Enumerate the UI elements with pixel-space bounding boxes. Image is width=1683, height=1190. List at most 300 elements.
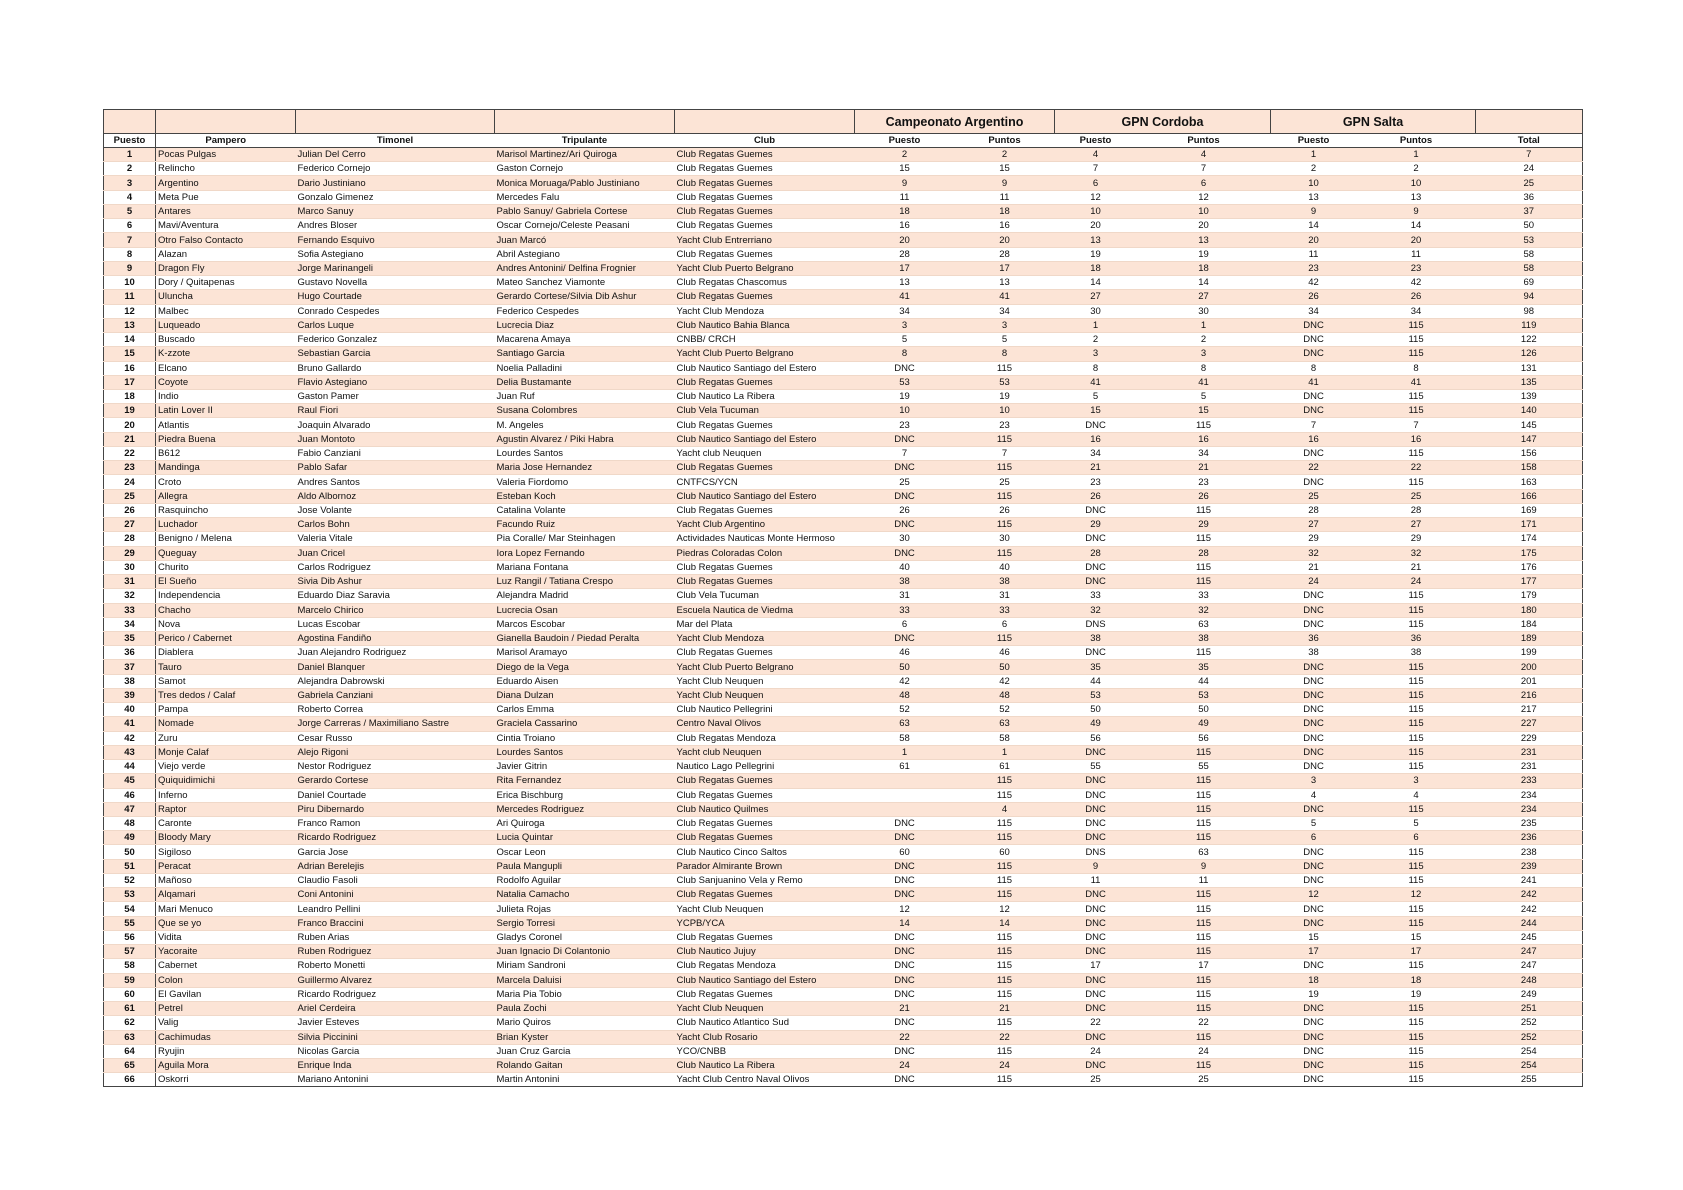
timonel-cell: Aldo Albornoz	[296, 489, 495, 503]
ca-puesto-cell: 6	[855, 617, 955, 631]
timonel-cell: Eduardo Diaz Saravia	[296, 589, 495, 603]
salta-puntos-cell: 5	[1357, 817, 1476, 831]
table-row	[104, 1059, 1583, 1073]
table-row	[104, 888, 1583, 902]
salta-puntos-cell: 16	[1357, 432, 1476, 446]
total-cell: 171	[1476, 518, 1583, 532]
total-cell: 241	[1476, 873, 1583, 887]
salta-puesto-cell: DNC	[1271, 1044, 1357, 1058]
cordoba-puesto-cell: 29	[1055, 518, 1137, 532]
tripulante-cell: Lourdes Santos	[495, 446, 675, 460]
club-cell: YCO/CNBB	[675, 1044, 855, 1058]
ca-puntos-cell: 6	[955, 617, 1055, 631]
salta-puesto-cell: DNC	[1271, 688, 1357, 702]
tripulante-cell: Mercedes Falu	[495, 190, 675, 204]
pampero-cell: Bloody Mary	[156, 831, 296, 845]
rank-cell: 59	[104, 973, 156, 987]
table-row	[104, 945, 1583, 959]
pampero-cell: Samot	[156, 674, 296, 688]
ca-puesto-cell: 5	[855, 333, 955, 347]
cordoba-puesto-cell: 35	[1055, 660, 1137, 674]
ca-puesto-cell: 13	[855, 276, 955, 290]
total-cell: 158	[1476, 461, 1583, 475]
total-cell: 147	[1476, 432, 1583, 446]
table-row	[104, 532, 1583, 546]
rank-cell: 19	[104, 404, 156, 418]
tripulante-cell: Agustin Alvarez / Piki Habra	[495, 432, 675, 446]
rank-cell: 52	[104, 873, 156, 887]
salta-puntos-cell: 115	[1357, 475, 1476, 489]
timonel-cell: Flavio Astegiano	[296, 375, 495, 389]
rank-cell: 49	[104, 831, 156, 845]
timonel-cell: Gaston Pamer	[296, 389, 495, 403]
rank-cell: 23	[104, 461, 156, 475]
pampero-cell: Cabernet	[156, 959, 296, 973]
salta-puntos-cell: 41	[1357, 375, 1476, 389]
ca-puntos-cell: 3	[955, 318, 1055, 332]
rank-cell: 12	[104, 304, 156, 318]
timonel-cell: Ruben Rodriguez	[296, 945, 495, 959]
tripulante-cell: Gianella Baudoin / Piedad Peralta	[495, 631, 675, 645]
pampero-cell: Latin Lover II	[156, 404, 296, 418]
salta-puntos-cell: 26	[1357, 290, 1476, 304]
table-row	[104, 703, 1583, 717]
ca-puesto-cell: DNC	[855, 873, 955, 887]
cordoba-puntos-cell: 22	[1137, 1016, 1271, 1030]
ca-puesto-cell	[855, 774, 955, 788]
ca-puesto-cell: DNC	[855, 461, 955, 475]
club-cell: Club Nautico Quilmes	[675, 802, 855, 816]
total-cell: 179	[1476, 589, 1583, 603]
timonel-cell: Sofia Astegiano	[296, 247, 495, 261]
timonel-cell: Guillermo Alvarez	[296, 973, 495, 987]
cordoba-puntos-cell: 115	[1137, 888, 1271, 902]
timonel-cell: Lucas Escobar	[296, 617, 495, 631]
timonel-cell: Silvia Piccinini	[296, 1030, 495, 1044]
table-row	[104, 902, 1583, 916]
pampero-cell: B612	[156, 446, 296, 460]
table-row	[104, 973, 1583, 987]
timonel-cell: Federico Gonzalez	[296, 333, 495, 347]
club-cell: Yacht Club Puerto Belgrano	[675, 660, 855, 674]
salta-puntos-cell: 115	[1357, 1030, 1476, 1044]
ca-puesto-cell: 42	[855, 674, 955, 688]
col-header-cordoba-puesto: Puesto	[1055, 134, 1137, 148]
cordoba-puntos-cell: 115	[1137, 418, 1271, 432]
rank-cell: 24	[104, 475, 156, 489]
salta-puesto-cell: DNC	[1271, 475, 1357, 489]
club-cell: Club Nautico Cinco Saltos	[675, 845, 855, 859]
salta-puesto-cell: 22	[1271, 461, 1357, 475]
salta-puntos-cell: 115	[1357, 1059, 1476, 1073]
salta-puntos-cell: 6	[1357, 831, 1476, 845]
tripulante-cell: Javier Gitrin	[495, 760, 675, 774]
pampero-cell: El Sueño	[156, 575, 296, 589]
rank-cell: 53	[104, 888, 156, 902]
tripulante-cell: Delia Bustamante	[495, 375, 675, 389]
pampero-cell: Allegra	[156, 489, 296, 503]
total-cell: 201	[1476, 674, 1583, 688]
salta-puesto-cell: 19	[1271, 987, 1357, 1001]
ca-puntos-cell: 115	[955, 959, 1055, 973]
tripulante-cell: Juan Ruf	[495, 389, 675, 403]
pampero-cell: Mari Menuco	[156, 902, 296, 916]
tripulante-cell: Gerardo Cortese/Silvia Dib Ashur	[495, 290, 675, 304]
ca-puntos-cell: 63	[955, 717, 1055, 731]
timonel-cell: Marcelo Chirico	[296, 603, 495, 617]
club-cell: CNTFCS/YCN	[675, 475, 855, 489]
cordoba-puntos-cell: 21	[1137, 461, 1271, 475]
ca-puesto-cell: 12	[855, 902, 955, 916]
salta-puntos-cell: 9	[1357, 204, 1476, 218]
salta-puesto-cell: 27	[1271, 518, 1357, 532]
ca-puntos-cell: 5	[955, 333, 1055, 347]
ca-puesto-cell: 15	[855, 162, 955, 176]
ca-puesto-cell: 40	[855, 560, 955, 574]
ca-puntos-cell: 115	[955, 973, 1055, 987]
table-row	[104, 916, 1583, 930]
salta-puesto-cell: 12	[1271, 888, 1357, 902]
rank-cell: 22	[104, 446, 156, 460]
tripulante-cell: Marcos Escobar	[495, 617, 675, 631]
ca-puesto-cell: 22	[855, 1030, 955, 1044]
table-row	[104, 575, 1583, 589]
pampero-cell: Tres dedos / Calaf	[156, 688, 296, 702]
club-cell: Club Nautico Atlantico Sud	[675, 1016, 855, 1030]
ca-puntos-cell: 26	[955, 503, 1055, 517]
cordoba-puntos-cell: 3	[1137, 347, 1271, 361]
salta-puesto-cell: 8	[1271, 361, 1357, 375]
ca-puesto-cell: 28	[855, 247, 955, 261]
ca-puntos-cell: 60	[955, 845, 1055, 859]
tripulante-cell: Pablo Sanuy/ Gabriela Cortese	[495, 204, 675, 218]
tripulante-cell: Mariana Fontana	[495, 560, 675, 574]
pampero-cell: Yacoraite	[156, 945, 296, 959]
cordoba-puntos-cell: 49	[1137, 717, 1271, 731]
cordoba-puesto-cell: 21	[1055, 461, 1137, 475]
timonel-cell: Piru Dibernardo	[296, 802, 495, 816]
cordoba-puesto-cell: DNC	[1055, 973, 1137, 987]
timonel-cell: Franco Braccini	[296, 916, 495, 930]
salta-puntos-cell: 115	[1357, 1016, 1476, 1030]
rank-cell: 54	[104, 902, 156, 916]
cordoba-puesto-cell: 23	[1055, 475, 1137, 489]
rank-cell: 55	[104, 916, 156, 930]
cordoba-puesto-cell: 6	[1055, 176, 1137, 190]
cordoba-puntos-cell: 20	[1137, 219, 1271, 233]
ca-puntos-cell: 11	[955, 190, 1055, 204]
cordoba-puntos-cell: 115	[1137, 503, 1271, 517]
timonel-cell: Juan Montoto	[296, 432, 495, 446]
pampero-cell: Uluncha	[156, 290, 296, 304]
ca-puesto-cell: DNC	[855, 817, 955, 831]
salta-puntos-cell: 1	[1357, 148, 1476, 162]
cordoba-puesto-cell: 27	[1055, 290, 1137, 304]
cordoba-puntos-cell: 115	[1137, 1002, 1271, 1016]
cordoba-puesto-cell: DNC	[1055, 503, 1137, 517]
club-cell: Club Regatas Guemes	[675, 888, 855, 902]
rank-cell: 48	[104, 817, 156, 831]
timonel-cell: Marco Sanuy	[296, 204, 495, 218]
cordoba-puntos-cell: 33	[1137, 589, 1271, 603]
club-cell: Club Regatas Guemes	[675, 375, 855, 389]
total-cell: 37	[1476, 204, 1583, 218]
rank-cell: 11	[104, 290, 156, 304]
pampero-cell: Alqamari	[156, 888, 296, 902]
ca-puesto-cell: DNC	[855, 546, 955, 560]
club-cell: Club Regatas Guemes	[675, 290, 855, 304]
ca-puesto-cell: 48	[855, 688, 955, 702]
tripulante-cell: Luz Rangil / Tatiana Crespo	[495, 575, 675, 589]
rank-cell: 41	[104, 717, 156, 731]
cordoba-puesto-cell: 19	[1055, 247, 1137, 261]
salta-puntos-cell: 115	[1357, 1073, 1476, 1087]
salta-puesto-cell: DNC	[1271, 1073, 1357, 1087]
pampero-cell: Caronte	[156, 817, 296, 831]
pampero-cell: Inferno	[156, 788, 296, 802]
salta-puntos-cell: 17	[1357, 945, 1476, 959]
cordoba-puesto-cell: 24	[1055, 1044, 1137, 1058]
tripulante-cell: Mario Quiros	[495, 1016, 675, 1030]
table-row	[104, 646, 1583, 660]
salta-puntos-cell: 22	[1357, 461, 1476, 475]
results-body	[104, 148, 1583, 1087]
ca-puntos-cell: 42	[955, 674, 1055, 688]
cordoba-puesto-cell: 28	[1055, 546, 1137, 560]
salta-puntos-cell: 115	[1357, 1002, 1476, 1016]
club-cell: Parador Almirante Brown	[675, 859, 855, 873]
ca-puesto-cell	[855, 788, 955, 802]
ca-puntos-cell: 115	[955, 873, 1055, 887]
tripulante-cell: Santiago Garcia	[495, 347, 675, 361]
ca-puesto-cell: DNC	[855, 945, 955, 959]
salta-puntos-cell: 21	[1357, 560, 1476, 574]
cordoba-puesto-cell: 4	[1055, 148, 1137, 162]
club-cell: Club Regatas Guemes	[675, 831, 855, 845]
rank-cell: 46	[104, 788, 156, 802]
rank-cell: 34	[104, 617, 156, 631]
ca-puesto-cell: DNC	[855, 973, 955, 987]
cordoba-puntos-cell: 115	[1137, 916, 1271, 930]
table-row	[104, 290, 1583, 304]
cordoba-puesto-cell: DNC	[1055, 1002, 1137, 1016]
timonel-cell: Roberto Monetti	[296, 959, 495, 973]
tripulante-cell: Macarena Amaya	[495, 333, 675, 347]
club-cell: Club Regatas Guemes	[675, 247, 855, 261]
table-row	[104, 261, 1583, 275]
timonel-cell: Valeria Vitale	[296, 532, 495, 546]
tripulante-cell: Lucrecia Diaz	[495, 318, 675, 332]
timonel-cell: Gustavo Novella	[296, 276, 495, 290]
timonel-cell: Nestor Rodriguez	[296, 760, 495, 774]
rank-cell: 40	[104, 703, 156, 717]
tripulante-cell: Juan Marcó	[495, 233, 675, 247]
ca-puesto-cell: 19	[855, 389, 955, 403]
rank-cell: 17	[104, 375, 156, 389]
cordoba-puesto-cell: DNC	[1055, 930, 1137, 944]
pampero-cell: Dory / Quitapenas	[156, 276, 296, 290]
tripulante-cell: Federico Cespedes	[495, 304, 675, 318]
pampero-cell: Monje Calaf	[156, 745, 296, 759]
club-cell: Club Nautico La Ribera	[675, 389, 855, 403]
salta-puesto-cell: DNC	[1271, 674, 1357, 688]
ca-puntos-cell: 115	[955, 546, 1055, 560]
total-cell: 234	[1476, 802, 1583, 816]
rank-cell: 66	[104, 1073, 156, 1087]
ca-puntos-cell: 31	[955, 589, 1055, 603]
total-cell: 238	[1476, 845, 1583, 859]
ca-puesto-cell: 26	[855, 503, 955, 517]
salta-puesto-cell: DNC	[1271, 902, 1357, 916]
rank-cell: 35	[104, 631, 156, 645]
ca-puntos-cell: 115	[955, 930, 1055, 944]
salta-puesto-cell: 26	[1271, 290, 1357, 304]
total-cell: 200	[1476, 660, 1583, 674]
total-cell: 98	[1476, 304, 1583, 318]
ca-puntos-cell: 7	[955, 446, 1055, 460]
salta-puesto-cell: DNC	[1271, 845, 1357, 859]
total-cell: 174	[1476, 532, 1583, 546]
total-cell: 229	[1476, 731, 1583, 745]
pampero-cell: Dragon Fly	[156, 261, 296, 275]
ca-puntos-cell: 10	[955, 404, 1055, 418]
table-row	[104, 389, 1583, 403]
cordoba-puesto-cell: 12	[1055, 190, 1137, 204]
table-row	[104, 859, 1583, 873]
table-row	[104, 233, 1583, 247]
ca-puntos-cell: 115	[955, 631, 1055, 645]
salta-puesto-cell: 41	[1271, 375, 1357, 389]
cordoba-puntos-cell: 19	[1137, 247, 1271, 261]
total-cell: 236	[1476, 831, 1583, 845]
salta-puntos-cell: 115	[1357, 446, 1476, 460]
tripulante-cell: Diego de la Vega	[495, 660, 675, 674]
salta-puntos-cell: 115	[1357, 731, 1476, 745]
rank-cell: 37	[104, 660, 156, 674]
column-header-row	[104, 134, 1583, 148]
rank-cell: 30	[104, 560, 156, 574]
cordoba-puesto-cell: DNC	[1055, 774, 1137, 788]
timonel-cell: Adrian Berelejis	[296, 859, 495, 873]
timonel-cell: Jose Volante	[296, 503, 495, 517]
cordoba-puntos-cell: 115	[1137, 774, 1271, 788]
cordoba-puntos-cell: 6	[1137, 176, 1271, 190]
total-cell: 156	[1476, 446, 1583, 460]
ca-puntos-cell: 58	[955, 731, 1055, 745]
blank-header-cell	[156, 110, 296, 134]
total-cell: 58	[1476, 261, 1583, 275]
col-header-pampero: Pampero	[156, 134, 296, 148]
timonel-cell: Carlos Bohn	[296, 518, 495, 532]
salta-puesto-cell: DNC	[1271, 660, 1357, 674]
ca-puntos-cell: 1	[955, 745, 1055, 759]
salta-puesto-cell: 7	[1271, 418, 1357, 432]
total-cell: 145	[1476, 418, 1583, 432]
pampero-cell: Cachimudas	[156, 1030, 296, 1044]
club-cell: Club Regatas Guemes	[675, 176, 855, 190]
ca-puntos-cell: 41	[955, 290, 1055, 304]
timonel-cell: Dario Justiniano	[296, 176, 495, 190]
cordoba-puesto-cell: 16	[1055, 432, 1137, 446]
salta-puesto-cell: DNC	[1271, 1059, 1357, 1073]
col-header-puesto: Puesto	[104, 134, 156, 148]
table-row	[104, 845, 1583, 859]
col-header-ca-puntos: Puntos	[955, 134, 1055, 148]
tripulante-cell: Gaston Cornejo	[495, 162, 675, 176]
table-row	[104, 589, 1583, 603]
total-cell: 175	[1476, 546, 1583, 560]
pampero-cell: Sigiloso	[156, 845, 296, 859]
ca-puesto-cell: 24	[855, 1059, 955, 1073]
salta-puesto-cell: 9	[1271, 204, 1357, 218]
ca-puntos-cell: 40	[955, 560, 1055, 574]
ca-puesto-cell: DNC	[855, 631, 955, 645]
timonel-cell: Jorge Marinangeli	[296, 261, 495, 275]
ca-puntos-cell: 115	[955, 1073, 1055, 1087]
club-cell: Club Nautico Santiago del Estero	[675, 489, 855, 503]
tripulante-cell: Oscar Leon	[495, 845, 675, 859]
total-cell: 251	[1476, 1002, 1583, 1016]
ca-puesto-cell: DNC	[855, 859, 955, 873]
ca-puntos-cell: 115	[955, 432, 1055, 446]
ca-puntos-cell: 9	[955, 176, 1055, 190]
club-cell: Yacht Club Neuquen	[675, 1002, 855, 1016]
total-cell: 135	[1476, 375, 1583, 389]
salta-puntos-cell: 29	[1357, 532, 1476, 546]
salta-puesto-cell: DNC	[1271, 873, 1357, 887]
club-cell: Yacht Club Puerto Belgrano	[675, 261, 855, 275]
rank-cell: 20	[104, 418, 156, 432]
table-row	[104, 276, 1583, 290]
ca-puesto-cell: 53	[855, 375, 955, 389]
table-row	[104, 190, 1583, 204]
ca-puesto-cell: DNC	[855, 518, 955, 532]
salta-puntos-cell: 115	[1357, 745, 1476, 759]
rank-cell: 5	[104, 204, 156, 218]
pampero-cell: Perico / Cabernet	[156, 631, 296, 645]
table-row	[104, 461, 1583, 475]
salta-puntos-cell: 115	[1357, 674, 1476, 688]
cordoba-puntos-cell: 10	[1137, 204, 1271, 218]
salta-puntos-cell: 115	[1357, 845, 1476, 859]
total-cell: 122	[1476, 333, 1583, 347]
pampero-cell: Queguay	[156, 546, 296, 560]
club-cell: Yacht Club Puerto Belgrano	[675, 347, 855, 361]
ca-puesto-cell: DNC	[855, 1044, 955, 1058]
group-gpn-salta: GPN Salta	[1271, 110, 1476, 134]
timonel-cell: Julian Del Cerro	[296, 148, 495, 162]
salta-puntos-cell: 42	[1357, 276, 1476, 290]
cordoba-puntos-cell: 115	[1137, 788, 1271, 802]
rank-cell: 58	[104, 959, 156, 973]
cordoba-puntos-cell: 8	[1137, 361, 1271, 375]
timonel-cell: Roberto Correa	[296, 703, 495, 717]
pampero-cell: Zuru	[156, 731, 296, 745]
cordoba-puesto-cell: 18	[1055, 261, 1137, 275]
total-cell: 176	[1476, 560, 1583, 574]
rank-cell: 3	[104, 176, 156, 190]
table-row	[104, 774, 1583, 788]
ca-puesto-cell: 10	[855, 404, 955, 418]
total-cell: 242	[1476, 888, 1583, 902]
cordoba-puntos-cell: 115	[1137, 532, 1271, 546]
tripulante-cell: Mateo Sanchez Viamonte	[495, 276, 675, 290]
tripulante-cell: Catalina Volante	[495, 503, 675, 517]
club-cell: Club Nautico Jujuy	[675, 945, 855, 959]
total-cell: 247	[1476, 945, 1583, 959]
ca-puntos-cell: 115	[955, 888, 1055, 902]
cordoba-puesto-cell: 13	[1055, 233, 1137, 247]
